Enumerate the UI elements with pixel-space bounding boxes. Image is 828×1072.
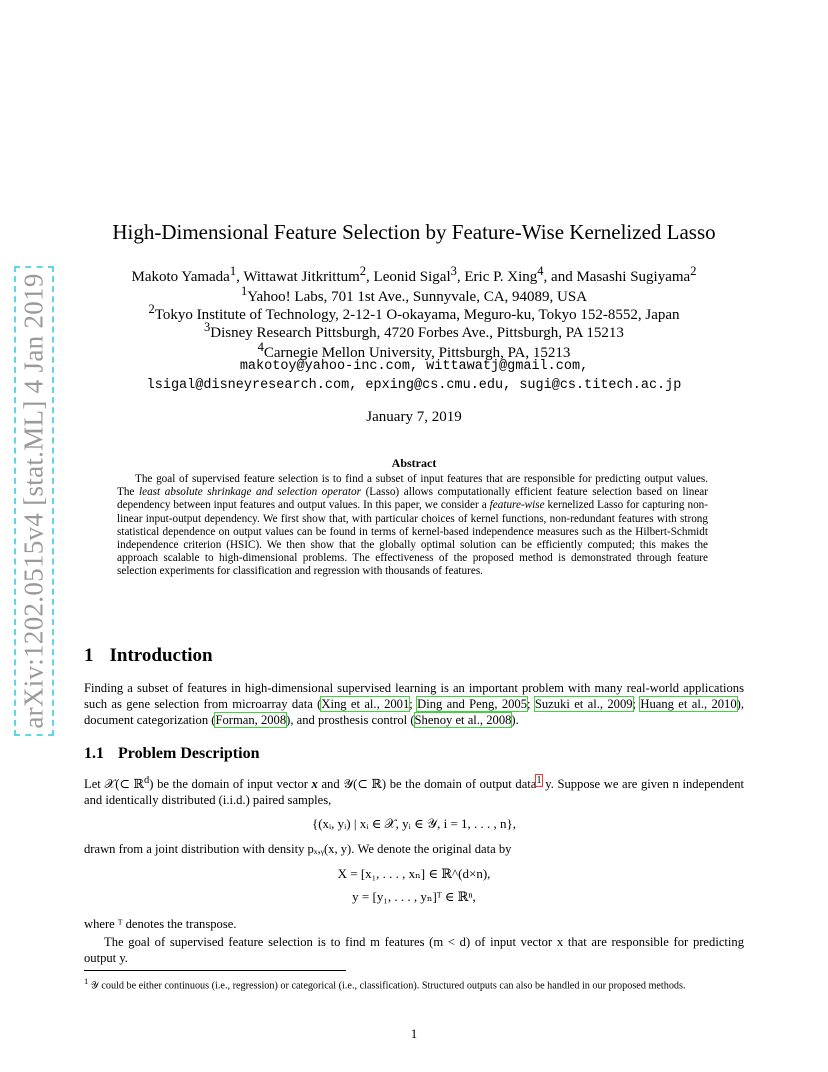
paragraph-text: ; — [632, 697, 641, 711]
section-number: 1 — [84, 645, 94, 666]
author-name: Masashi Sugiyama — [576, 269, 691, 285]
affiliation-text: Carnegie Mellon University, Pittsburgh, PA, 15213 — [263, 345, 571, 361]
intro-paragraph — [84, 680, 744, 728]
author-separator: , — [366, 269, 374, 285]
paragraph-text: ) be the domain of input vector — [149, 777, 312, 792]
abstract-text: (Lasso) allows computationally efficient feature selection based on linear dependency between input features and output values. In this paper, we consider a — [117, 486, 708, 512]
equation-samples: {(xᵢ, yᵢ) | xᵢ ∈ 𝒳, yᵢ ∈ 𝒴, i = 1, . . . , n}, — [311, 816, 517, 831]
author-affiliation-mark: 1 — [229, 264, 237, 278]
math-vector: x — [311, 777, 318, 792]
author-name: Eric P. Xing — [464, 269, 538, 285]
footnote-divider — [84, 970, 346, 971]
page-number: 1 — [410, 1027, 418, 1041]
abstract-emphasis: feature-wise — [489, 499, 545, 512]
paragraph-text: and 𝒴(⊂ ℝ) be the domain of output data — [317, 777, 537, 792]
equation-vector-y: y = [y₁, . . . , yₙ]ᵀ ∈ ℝⁿ, — [352, 889, 476, 904]
footnote-text: 𝒴 could be either continuous (i.e., regression) or categorical (i.e., classification). Structured outputs can also be handled in our proposed methods. — [88, 980, 686, 992]
email-list: makotoy@yahoo-inc.com, wittawatj@gmail.com, — [239, 359, 589, 374]
citation-link[interactable]: Suzuki et al., 2009 — [534, 697, 633, 711]
abstract-text: The goal of supervised feature selection is to find a subset of input features that are responsible for predicting output values. The — [117, 473, 708, 499]
abstract-emphasis: least absolute shrinkage and selection operator — [139, 486, 361, 499]
math-superscript: d — [144, 775, 150, 786]
affiliation-mark: 4 — [257, 340, 264, 354]
affiliation-text: Yahoo! Labs, 701 1st Ave., Sunnyvale, CA, 94089, USA — [247, 289, 588, 305]
author-affiliation-mark: 2 — [359, 264, 367, 278]
footnote-mark: 1 — [84, 976, 89, 986]
section-title: Introduction — [109, 645, 213, 666]
section-heading — [84, 645, 213, 667]
paragraph-text: ; — [409, 697, 418, 711]
paragraph-text: y. Suppose we are given n independent and identically distributed (i.i.d.) paired samples, — [84, 777, 744, 808]
abstract-text: kernelized Lasso for capturing non-linear input-output dependency. We first show that, with particular choices of kernel functions, non-redundant features with strong statistical dependence on output values can be found in terms of kernel-based independence measures such as the Hilbert-Schmidt independence criterion (HSIC). We then show that the globally optimal solution can be efficiently computed; this makes the approach scalable to high-dimensional problems. The effectiveness of the proposed method is demonstrated through feature selection experiments for classification and regression with thousands of features. — [117, 499, 708, 578]
paragraph-text: ). — [511, 713, 519, 727]
arxiv-stamp-text: arXiv:1202.0515v4 [stat.ML] 4 Jan 2019 — [18, 273, 49, 729]
paragraph-text: drawn from a joint distribution with density pₓ,ᵧ(x, y). We denote the original data by — [84, 842, 512, 856]
affiliation — [60, 320, 768, 342]
affiliation-mark: 3 — [204, 320, 211, 334]
author-affiliation-mark: 2 — [690, 264, 697, 278]
subsection-heading — [84, 745, 259, 763]
email-list: lsigal@disneyresearch.com, epxing@cs.cmu.edu, sugi@cs.titech.ac.jp — [146, 378, 682, 393]
author-list — [60, 264, 768, 286]
affiliation-text: Disney Research Pittsburgh, 4720 Forbes Ave., Pittsburgh, PA 15213 — [210, 325, 624, 341]
subsection-title: Problem Description — [118, 745, 260, 762]
paragraph-text: ; — [527, 697, 535, 711]
footnote — [84, 975, 744, 992]
affiliation-mark: 1 — [240, 284, 248, 298]
paragraph-text: Let 𝒳(⊂ ℝ — [84, 777, 145, 792]
author-name: Makoto Yamada — [131, 269, 230, 285]
paragraph-text: ), and prosthesis control ( — [286, 713, 415, 727]
author-separator: , and — [543, 269, 577, 285]
author-separator: , — [236, 269, 244, 285]
abstract-body — [117, 473, 708, 579]
paper-title: High-Dimensional Feature Selection by Feature-Wise Kernelized Lasso — [112, 220, 716, 244]
citation-link[interactable]: Huang et al., 2010 — [640, 697, 737, 711]
author-separator: , — [456, 269, 465, 285]
footnote-link[interactable]: 1 — [536, 775, 542, 786]
problem-paragraph — [84, 773, 744, 808]
arxiv-stamp — [14, 266, 54, 736]
paragraph-text: Finding a subset of features in high-dimensional supervised learning is an important problem with many real-world applications such as gene selection from microarray data ( — [84, 681, 744, 711]
paragraph-text: ), document categorization ( — [84, 697, 744, 727]
subsection-number: 1.1 — [84, 745, 104, 762]
author-affiliation-mark: 4 — [537, 264, 544, 278]
abstract-heading: Abstract — [391, 456, 437, 470]
publication-date: January 7, 2019 — [366, 409, 462, 425]
citation-link[interactable]: Ding and Peng, 2005 — [417, 697, 528, 711]
goal-paragraph: The goal of supervised feature selection is to find m features (m < d) of input vector x that are responsible for predicting output y. — [84, 935, 744, 965]
equation-matrix-x: X = [x₁, . . . , xₙ] ∈ ℝ^(d×n), — [337, 866, 491, 881]
citation-link[interactable]: Forman, 2008 — [215, 713, 287, 727]
citation-link[interactable]: Shenoy et al., 2008 — [414, 713, 512, 727]
affiliation-text: Tokyo Institute of Technology, 2-12-1 O-okayama, Meguro-ku, Tokyo 152-8552, Japan — [154, 307, 680, 323]
author-name: Wittawat Jitkrittum — [243, 269, 360, 285]
citation-link[interactable]: Xing et al., 2001 — [321, 697, 410, 711]
affiliation-mark: 2 — [148, 302, 155, 316]
paragraph-text: where ᵀ denotes the transpose. — [84, 917, 237, 931]
author-affiliation-mark: 3 — [450, 264, 457, 278]
author-name: Leonid Sigal — [373, 269, 451, 285]
